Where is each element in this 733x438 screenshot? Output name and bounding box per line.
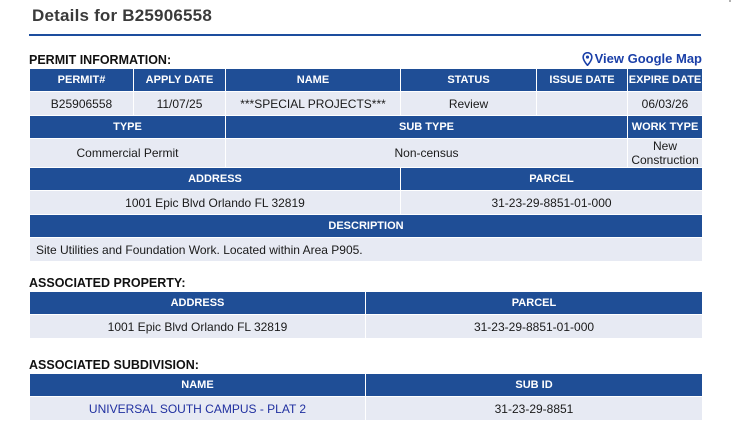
property-parcel-header: PARCEL — [366, 292, 703, 315]
permit-section-label: PERMIT INFORMATION: — [29, 53, 172, 67]
view-google-map-label: View Google Map — [594, 51, 702, 66]
type-value: Commercial Permit — [30, 139, 226, 168]
edge-dot — [729, 0, 731, 2]
description-header: DESCRIPTION — [30, 215, 703, 238]
permit-number-header: PERMIT# — [30, 69, 134, 92]
expire-date-header: EXPIRE DATE — [628, 69, 703, 92]
permit-table — [29, 68, 703, 262]
table-row — [30, 215, 703, 238]
page-title: Details for B25906558 — [32, 6, 212, 25]
work-type-header: WORK TYPE — [628, 116, 703, 139]
table-row — [30, 139, 703, 168]
subdivision-section-label: ASSOCIATED SUBDIVISION: — [29, 358, 199, 372]
subdivision-name-cell — [30, 397, 366, 421]
issue-date-value — [537, 92, 628, 116]
apply-date-header: APPLY DATE — [134, 69, 226, 92]
name-value: ***SPECIAL PROJECTS*** — [226, 92, 401, 116]
property-address-value: 1001 Epic Blvd Orlando FL 32819 — [30, 315, 366, 339]
property-table — [29, 291, 703, 339]
work-type-value: New Construction — [628, 139, 703, 168]
table-row — [30, 315, 703, 339]
address-value: 1001 Epic Blvd Orlando FL 32819 — [30, 191, 401, 215]
description-value: Site Utilities and Foundation Work. Located within Area P905. — [30, 238, 703, 262]
name-header: NAME — [226, 69, 401, 92]
table-row — [30, 191, 703, 215]
address-header: ADDRESS — [30, 168, 401, 191]
title-divider — [29, 34, 701, 36]
status-header: STATUS — [401, 69, 537, 92]
status-value: Review — [401, 92, 537, 116]
parcel-header: PARCEL — [401, 168, 703, 191]
type-header: TYPE — [30, 116, 226, 139]
subdivision-name-header: NAME — [30, 374, 366, 397]
property-parcel-value: 31-23-29-8851-01-000 — [366, 315, 703, 339]
issue-date-header: ISSUE DATE — [537, 69, 628, 92]
table-row — [30, 116, 703, 139]
subdivision-id-header: SUB ID — [366, 374, 703, 397]
view-google-map-link[interactable] — [582, 51, 702, 66]
table-row — [30, 69, 703, 92]
expire-date-value: 06/03/26 — [628, 92, 703, 116]
sub-type-header: SUB TYPE — [226, 116, 628, 139]
parcel-value: 31-23-29-8851-01-000 — [401, 191, 703, 215]
table-row — [30, 168, 703, 191]
permit-number-value: B25906558 — [30, 92, 134, 116]
table-row — [30, 238, 703, 262]
table-row — [30, 292, 703, 315]
subdivision-table — [29, 373, 703, 421]
property-section-label: ASSOCIATED PROPERTY: — [29, 276, 186, 290]
subdivision-name-link[interactable]: UNIVERSAL SOUTH CAMPUS - PLAT 2 — [88, 401, 307, 416]
table-row — [30, 397, 703, 421]
apply-date-value: 11/07/25 — [134, 92, 226, 116]
table-row — [30, 92, 703, 116]
table-row — [30, 374, 703, 397]
property-address-header: ADDRESS — [30, 292, 366, 315]
subdivision-id-value: 31-23-29-8851 — [366, 397, 703, 421]
map-pin-icon — [582, 52, 593, 66]
sub-type-value: Non-census — [226, 139, 628, 168]
